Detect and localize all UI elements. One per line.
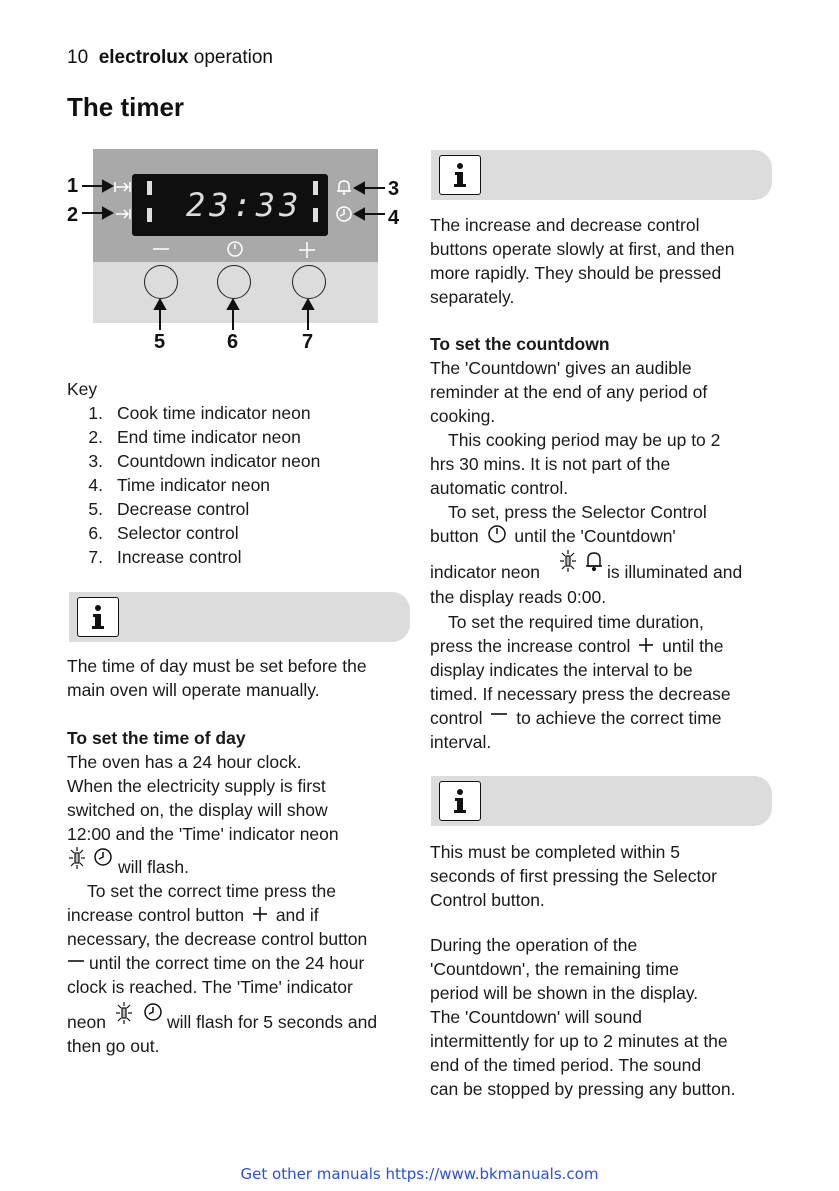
will-flash-text: will flash. [118,857,189,877]
minus-icon [490,712,508,716]
heading-time-of-day: To set the time of day [67,728,246,748]
set-time-line4: until the correct time on the 24 hour [67,951,364,975]
section-name: operation [193,47,273,68]
set-time-line7: then go out. [67,1036,160,1056]
countdown-paragraph-1: The 'Countdown' gives an audible reminder at the end of any period of cooking. [430,358,708,426]
key-item: 7. Increase control [88,547,242,567]
countdown-operation-paragraph: During the operation of the 'Countdown', the remaining time period will be shown in the display. The 'Countdown' will sound intermittently for up to 2 minutes at the end of the timed period. The sound can be stopped by pressing any button. [430,935,736,1099]
set-time-line5: clock is reached. The 'Time' indicator [67,977,353,997]
selector-clock-icon [487,524,507,544]
set-time-line1: To set the correct time press the [87,881,336,901]
key-label: Key [67,379,98,399]
duration-line6: interval. [430,732,492,752]
callout-1: 1 [67,175,79,197]
heading-countdown: To set the countdown [430,334,610,354]
callout-3: 3 [388,178,400,200]
info-icon [77,597,119,637]
note-within-5-seconds: This must be completed within 5 seconds of first pressing the Selector Control button. [430,842,717,910]
key-list [67,401,320,569]
key-item: 1. Cook time indicator neon [88,403,311,423]
info-note-bar [431,776,772,826]
key-item: 2. End time indicator neon [88,427,301,447]
brand-name: electrolux [98,47,189,68]
page-number: 10 [67,47,89,68]
display-time: 23:33 [186,186,303,224]
countdown-paragraph-2: This cooking period may be up to 2 hrs 30 mins. It is not part of the automatic control. [430,430,721,498]
flashing-clock-icon [67,843,117,873]
duration-line5: control to achieve the correct time [430,708,722,728]
set-time-line6: neon [67,1012,106,1032]
callout-6: 6 [227,331,239,353]
flashing-bell-icon [558,546,606,576]
duration-line4: timed. If necessary press the decrease [430,684,731,704]
countdown-line-indicator: indicator neon [430,562,540,582]
page-title: The timer [67,92,185,122]
duration-line2: press the increase control until the [430,636,724,656]
info-icon [439,781,481,821]
key-item: 6. Selector control [88,523,239,543]
key-item: 4. Time indicator neon [88,475,271,495]
minus-icon [67,959,85,963]
callout-4: 4 [388,207,400,229]
key-item: 3. Countdown indicator neon [88,451,321,471]
time-of-day-paragraph: The oven has a 24 hour clock. When the electricity supply is first switched on, the display will show 12:00 and the 'Time' indicator neon [67,752,339,844]
countdown-line-display: the display reads 0:00. [430,587,607,607]
info-note-bar [431,150,772,200]
duration-line1: To set the required time duration, [448,612,704,632]
callout-5: 5 [154,331,166,353]
plus-icon [638,637,654,653]
callout-7: 7 [302,331,314,353]
duration-line3: display indicates the interval to be [430,660,693,680]
note-time-of-day: The time of day must be set before the main oven will operate manually. [67,656,367,700]
plus-icon [252,906,268,922]
key-item: 5. Decrease control [88,499,250,519]
countdown-line-select: To set, press the Selector Control [448,502,707,522]
note-increase-decrease: The increase and decrease control buttons operate slowly at first, and then more rapidly. They should be pressed separately. [430,215,735,307]
footer-link[interactable]: Get other manuals https://www.bkmanuals.com [240,1165,599,1183]
info-icon [439,155,481,195]
set-time-line2: increase control button and if [67,905,319,925]
set-time-line6b: will flash for 5 seconds and [167,1012,378,1032]
info-note-bar [69,592,410,642]
countdown-line-illuminated: is illuminated and [607,562,743,582]
callout-2: 2 [67,204,79,226]
set-time-line3: necessary, the decrease control button [67,929,368,949]
flashing-clock-icon [114,998,164,1028]
countdown-line-button: button until the 'Countdown' [430,526,676,546]
